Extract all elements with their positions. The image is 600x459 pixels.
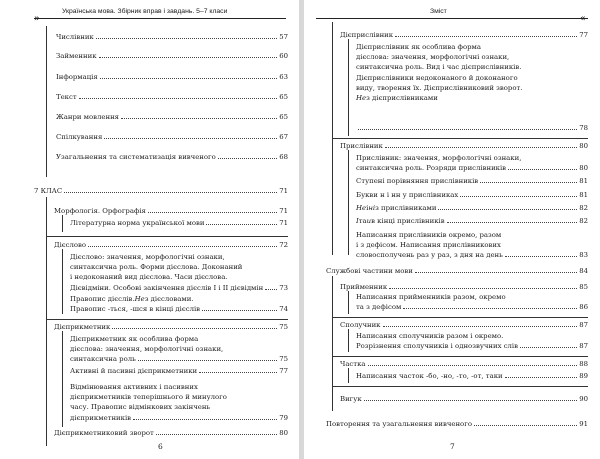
section-bracket [46,197,47,446]
divider [46,319,288,320]
toc-entry[interactable]: Написання сполучників разом і окремо. Розрізнення сполучників і однозвучних слів 87 [356,332,588,351]
section-bracket [332,276,333,411]
toc-entry[interactable]: Відмінювання активних і пасивних дієприкметників теперішнього й минулого часу. Правопис відмінкових закінчень дієприкметників 79 [70,383,288,422]
subsection-bracket [348,368,349,383]
subsection-bracket [62,249,63,314]
subsection-bracket [62,215,63,232]
subsection-bracket [348,291,349,314]
toc-entry[interactable]: Написання прийменників разом, окремо та з дефісом 86 [356,293,588,312]
header-rule [316,18,588,19]
toc-entry[interactable]: Правопис дієслів. Не з дієсловами. Правопис -ться, -шся в кінці дієслів 74 [70,295,288,314]
header-ornament-right: « [580,14,586,24]
divider [332,386,588,387]
right-page: Зміст « Дієприслівник 77 Дієприслівник як особлива форма дієслова: значення, морфологічні ознаки, синтаксична роль. Вид і час дієприслівників. Дієприслівники недоконаного й доконаного виду, творення їх. Дієприслівниковий зворот. Не з дієприслівниками 78 Прислівник 80 Прислівник: значення, морфологічні ознаки, синтаксична роль. Розряди прислівників 80 Ступені порівняння прислівників 81 Букви н і нн у прислівниках 81 Не і ні з прислівниками 82 І та и в кінці прислівників 82 Написання прислівників окремо, разом і з дефісом. Написання прислівникових словосполучень раз у раз, з дня на день 83 Службові частини мови 84 Прийменник 85 Написання прийменників разом, окремо та з дефісом 86 Сполучник 87 Написання сполучників разом і окремо. Розрізнення сполучників і однозвучних слів 87 Частка 88 Написання часток -бо, -но, -то, -от, таки 89 Вигук 90 Повторення та узагальнення вивченого 91 7 [304,0,600,459]
running-header: Зміст [430,8,447,15]
subsection-bracket [348,39,349,136]
toc-entry[interactable]: Дієслово: значення, морфологічні ознаки, синтаксична роль. Форми дієслова. Доконаний і недоконаний вид дієслова. Часи дієслова. Дієвідміни. Особові закінчення дієслів I і II дієвідмін 73 [70,253,288,292]
toc-entry[interactable]: Дієприкметник як особлива форма дієслова: значення, морфологічні ознаки, синтаксична роль 75 [70,335,288,364]
header-ornament-left: » [34,14,40,24]
toc-entry[interactable]: Дієприслівник як особлива форма дієслова: значення, морфологічні ознаки, синтаксична роль. Вид і час дієприслівників. Дієприслівники недоконаного й доконаного виду, творення їх. Дієприслівниковий зворот. Не з дієприслівниками 78 [356,43,588,132]
divider [332,356,588,357]
divider [46,236,288,237]
page-number: 6 [158,442,163,451]
section-bracket [46,26,47,177]
divider [332,317,588,318]
subsection-bracket [348,329,349,352]
running-header: Українська мова. Збірник вправ і завдань. 5–7 класи [62,8,228,15]
page-number: 7 [450,442,455,451]
toc-entry[interactable]: Прислівник: значення, морфологічні ознаки, синтаксична роль. Розряди прислівників 80 [356,154,588,173]
subsection-bracket [348,150,349,255]
divider [332,138,588,139]
subsection-bracket [62,331,63,427]
header-rule [34,18,286,19]
left-page: » Українська мова. Збірник вправ і завдань. 5–7 класи Числівник 57 Займенник 60 Інформація 63 Текст 65 Жанри мовлення 65 Спілкування 67 Узагальнення та систематизація вивченого 68 7 КЛАС 71 Морфологія. Орфографія 71 Літературна норма української мови 71 Дієслово 72 Дієслово: значення, морфологічні ознаки, синтаксична роль. Форми дієслова. Доконаний і недоконаний вид дієслова. Часи дієслова. Дієвідміни. Особові закінчення дієслів I і II дієвідмін 73 Правопис дієслів. Не з дієсловами. Правопис -ться, -шся в кінці дієслів 74 Дієприкметник 75 Дієприкметник як особлива форма дієслова: значення, морфологічні ознаки, синтаксична роль 75 Активні й пасивні дієприкметники 77 Відмінювання активних і пасивних дієприкметників теперішнього й минулого часу. Правопис відмінкових закінчень дієприкметників 79 Дієприкметниковий зворот 80 6 [34,8,288,451]
toc-entry[interactable]: Написання прислівників окремо, разом і з дефісом. Написання прислівникових словосполучень раз у раз, з дня на день 83 [356,231,588,260]
